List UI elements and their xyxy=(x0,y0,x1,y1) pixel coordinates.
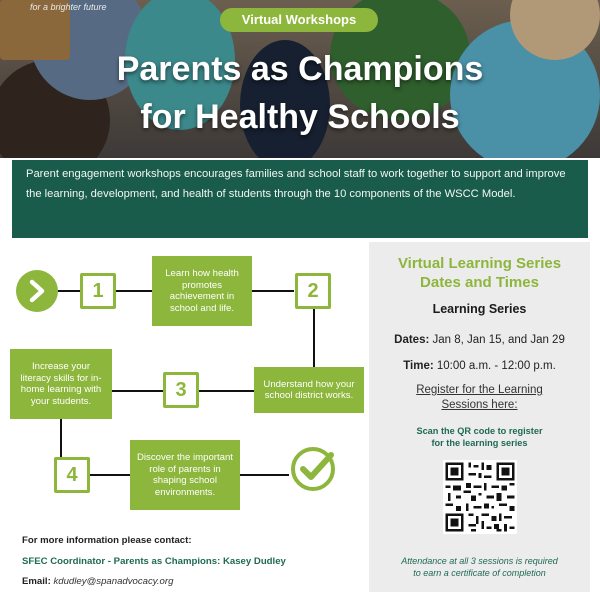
brand-tagline: for a brighter future xyxy=(30,2,107,12)
connector-line xyxy=(199,390,254,392)
connector-line xyxy=(252,290,294,292)
step-box-1: Learn how health promotes achievement in school and life. xyxy=(152,256,252,326)
register-link[interactable] xyxy=(369,383,590,413)
page-title-line2: for Healthy Schools xyxy=(140,98,460,136)
step-number-2: 2 xyxy=(295,273,331,309)
contact-email-row xyxy=(22,576,173,587)
time-row xyxy=(369,360,590,372)
connector-line xyxy=(112,390,163,392)
contact-heading: For more information please contact: xyxy=(22,535,192,546)
connector-line xyxy=(60,419,62,457)
series-title: Learning Series xyxy=(432,302,527,316)
qr-code[interactable] xyxy=(443,460,517,534)
register-line1[interactable]: Register for the Learning xyxy=(416,384,543,396)
note-line1: Attendance at all 3 sessions is required xyxy=(401,556,558,566)
connector-line xyxy=(313,309,315,367)
dates-label: Dates: xyxy=(394,334,430,346)
schedule-panel xyxy=(369,242,590,592)
step-box-4: Discover the important role of parents in shaping school environments. xyxy=(130,440,240,510)
time-label: Time: xyxy=(403,360,434,372)
panel-heading-line1: Virtual Learning Series xyxy=(397,255,562,272)
email-label: Email: xyxy=(22,576,51,587)
virtual-workshops-badge: Virtual Workshops xyxy=(220,8,378,32)
step-box-2: Understand how your school district works. xyxy=(254,367,364,413)
step-number-3: 3 xyxy=(163,372,199,408)
dates-value: Jan 8, Jan 15, and Jan 29 xyxy=(432,334,565,346)
note-line2: to earn a certificate of completion xyxy=(413,568,546,578)
attendance-note xyxy=(369,555,590,579)
step-box-3: Increase your literacy skills for in-home learning with your students. xyxy=(10,349,112,419)
panel-heading xyxy=(369,254,590,292)
page-title-line1: Parents as Champions xyxy=(116,50,484,88)
intro-banner: Parent engagement workshops encourages families and school staff to work together to support and improve the learning, development, and health of students through the 10 components of the WSCC Model. xyxy=(12,160,588,238)
connector-line xyxy=(116,290,152,292)
contact-coordinator: SFEC Coordinator - Parents as Champions: Kasey Dudley xyxy=(22,556,286,567)
register-line2[interactable]: Sessions here: xyxy=(441,399,518,411)
scan-instructions xyxy=(369,425,590,449)
scan-line2: for the learning series xyxy=(431,438,528,448)
connector-line xyxy=(58,290,80,292)
scan-line1: Scan the QR code to register xyxy=(416,426,543,436)
panel-heading-line2: Dates and Times xyxy=(420,274,539,291)
checkmark-icon xyxy=(289,445,337,493)
start-arrow-icon xyxy=(16,270,58,312)
step-number-4: 4 xyxy=(54,457,90,493)
dates-row xyxy=(369,334,590,346)
hero-photo xyxy=(0,0,600,158)
time-value: 10:00 a.m. - 12:00 p.m. xyxy=(436,360,556,372)
email-link[interactable]: kdudley@spanadvocacy.org xyxy=(53,576,174,587)
connector-line xyxy=(240,474,289,476)
step-number-1: 1 xyxy=(80,273,116,309)
connector-line xyxy=(90,474,130,476)
